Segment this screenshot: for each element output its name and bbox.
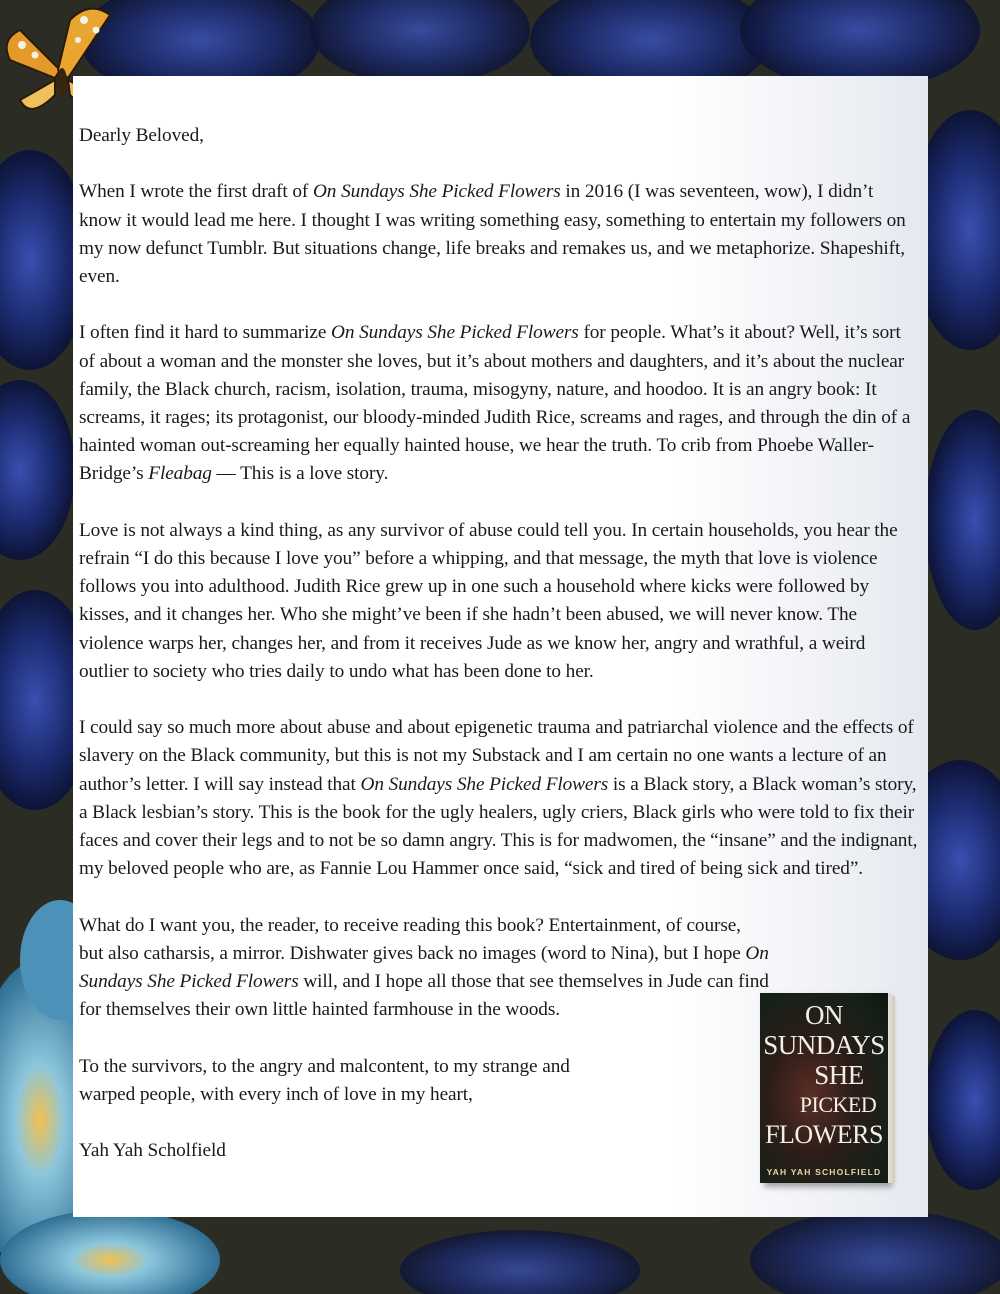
text-run: I often find it hard to summarize bbox=[79, 322, 332, 344]
book-title-line: ON bbox=[805, 1000, 843, 1030]
book-title-line: PICKED bbox=[799, 1092, 877, 1117]
text-run: in 2016 (I was seventeen, wow), I didn’t know it would lead me here. I thought I was writing something easy, something to entertain my followers on my now defunct Tumblr. But situations change, life breaks and remakes us, and we metaphorize. Shapeshift, even. bbox=[79, 181, 906, 287]
text-run: I could say so much more about abuse and about epigenetic trauma and patriarchal violence and the effects of slavery on the Black community, but this is not my Substack and I am certain no one wants a lecture of an author’s letter. I will say instead that bbox=[79, 717, 914, 795]
signature: Yah Yah Scholfield bbox=[79, 1140, 226, 1162]
text-run: for people. What’s it about? Well, it’s sort of about a woman and the monster she loves, but it’s about mothers and daughters, and it’s about the nuclear family, the Black church, racism, isolation, trauma, misogyny, nature, and hoodoo. It is an angry book: It screams, it rages; its protagonist, our bloody-minded Judith Rice, screams and rages, and through the din of a hainted woman out-screaming her equally hainted house, we hear the truth. To crib from Phoebe Waller-Bridge’s bbox=[79, 322, 911, 485]
book-title-line: SHE bbox=[814, 1060, 864, 1090]
book-spine-pages bbox=[888, 996, 895, 1183]
text-run: To the survivors, to the angry and malcontent, to my strange and warped people, with every inch of love in my heart, bbox=[79, 1055, 570, 1105]
book-front-cover bbox=[760, 993, 888, 1183]
book-title-italic: On Sundays She Picked Flowers bbox=[331, 322, 579, 344]
text-run: is a Black story, a Black woman’s story, a Black lesbian’s story. This is the book for the ugly healers, ugly criers, Black girls who were told to fix their faces and cover their legs and to not be so damn angry. This is for madwomen, the “insane” and the indignant, my beloved people who are, as Fannie Lou Hammer once said, “sick and tired of being sick and tired”. bbox=[79, 773, 918, 880]
book-title-line: SUNDAYS bbox=[763, 1030, 885, 1060]
paragraph-2 bbox=[79, 319, 919, 488]
book-author: YAH YAH SCHOLFIELD bbox=[766, 1167, 882, 1177]
book-title-italic: On Sundays She Picked Flowers bbox=[360, 773, 609, 795]
text-run: Love is not always a kind thing, as any survivor of abuse could tell you. In certain households, you hear the refrain “I do this because I love you” before a whipping, and that message, the myth that love is violence follows you into adulthood. Judith Rice grew up in one such a household where kicks were followed by kisses, and it changes her. Who she might’ve been if she hadn’t been abused, we will never know. The violence warps her, changes her, and from it receives Jude as we know her, angry and wrathful, a weird outlier to society who tries daily to undo what has been done to her. bbox=[79, 519, 898, 682]
book-title-italic: On Sundays She Picked Flowers bbox=[312, 181, 561, 203]
text-run: When I wrote the first draft of bbox=[79, 181, 313, 203]
text-run: What do I want you, the reader, to receive reading this book? Entertainment, of course, but also catharsis, a mirror. Dishwater gives back no images (word to Nina), but I hope bbox=[79, 914, 746, 964]
text-run: — This is a love story. bbox=[211, 463, 389, 485]
paragraph-5 bbox=[79, 912, 769, 1025]
text-run: will, and I hope all those that see themselves in Jude can find for themselves their own little hainted farmhouse in the woods. bbox=[79, 971, 769, 1021]
book-cover-image bbox=[760, 993, 892, 1186]
paragraph-3 bbox=[79, 517, 919, 686]
greeting: Dearly Beloved, bbox=[79, 125, 204, 146]
paragraph-6 bbox=[79, 1053, 599, 1109]
paragraph-4 bbox=[79, 714, 919, 883]
book-title-italic: Fleabag bbox=[148, 463, 212, 485]
paragraph-1 bbox=[79, 178, 919, 291]
book-title-line: FLOWERS bbox=[765, 1120, 883, 1149]
book-title-italic: On Sundays She Picked Flowers bbox=[79, 942, 769, 993]
